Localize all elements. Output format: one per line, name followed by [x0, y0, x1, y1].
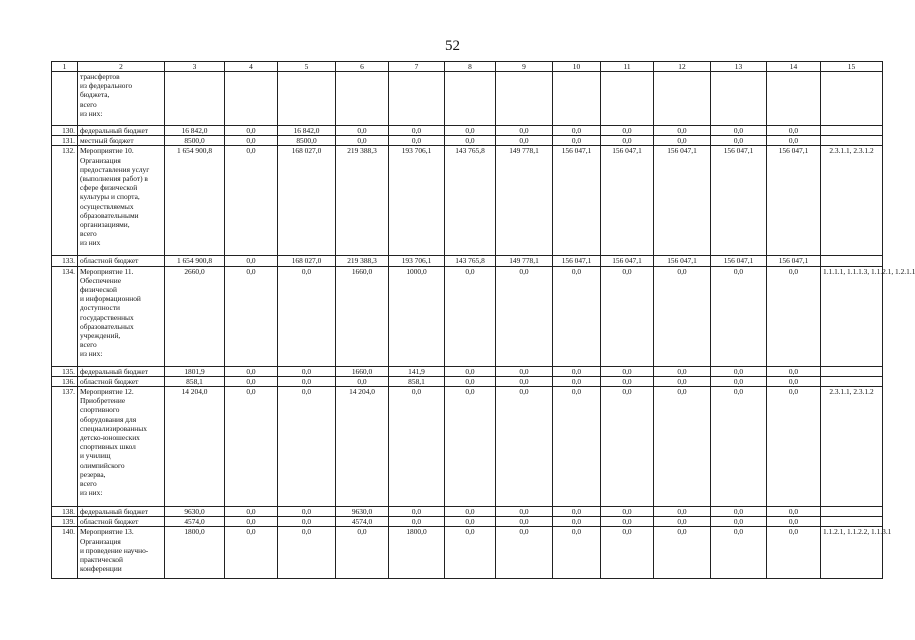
value-cell: 0,0 — [711, 266, 767, 366]
value-cell: 0,0 — [445, 387, 496, 507]
value-cell: 14 204,0 — [165, 387, 225, 507]
table-row — [52, 72, 883, 126]
row-name-line: культуры и спорта, — [80, 192, 140, 202]
table-row — [52, 507, 883, 517]
value-cell: 0,0 — [496, 387, 553, 507]
row-name-line: областной бюджет — [80, 517, 139, 527]
value-cell — [165, 72, 225, 126]
value-cell: 0,0 — [767, 266, 821, 366]
value-cell: 141,9 — [389, 366, 445, 376]
row-name-line: конференции — [80, 564, 122, 574]
value-cell: 0,0 — [601, 517, 654, 527]
value-cell: 0,0 — [654, 527, 711, 579]
value-cell: 858,1 — [389, 376, 445, 386]
value-cell: 0,0 — [601, 126, 654, 136]
value-cell: 0,0 — [225, 146, 278, 256]
value-cell: 0,0 — [553, 387, 601, 507]
value-cell: 0,0 — [445, 366, 496, 376]
row-name-line: всего — [80, 99, 97, 109]
value-cell: 0,0 — [553, 376, 601, 386]
column-header: 4 — [225, 62, 278, 72]
value-cell: 156 047,1 — [601, 146, 654, 256]
value-cell: 0,0 — [654, 387, 711, 507]
value-cell: 1800,0 — [389, 527, 445, 579]
budget-table — [51, 61, 915, 579]
row-name-line: государственных — [80, 312, 134, 322]
value-cell: 143 765,8 — [445, 256, 496, 266]
reference-cell — [821, 126, 883, 136]
value-cell: 0,0 — [711, 126, 767, 136]
value-cell: 0,0 — [225, 366, 278, 376]
value-cell: 156 047,1 — [711, 256, 767, 266]
value-cell: 0,0 — [496, 136, 553, 146]
value-cell: 193 706,1 — [389, 146, 445, 256]
value-cell: 0,0 — [225, 126, 278, 136]
table-row — [52, 366, 883, 376]
row-name-line: образовательных — [80, 321, 134, 331]
row-name — [78, 136, 165, 146]
value-cell: 0,0 — [553, 136, 601, 146]
value-cell: 0,0 — [711, 507, 767, 517]
row-name-line: и проведение научно- — [80, 545, 149, 555]
value-cell: 0,0 — [654, 366, 711, 376]
reference-cell — [821, 72, 883, 126]
value-cell: 0,0 — [767, 126, 821, 136]
row-name-line: образовательными — [80, 210, 139, 220]
value-cell: 0,0 — [553, 527, 601, 579]
value-cell: 0,0 — [553, 507, 601, 517]
value-cell: 0,0 — [225, 527, 278, 579]
value-cell: 1000,0 — [389, 266, 445, 366]
column-header: 11 — [601, 62, 654, 72]
row-number — [52, 72, 78, 126]
reference-cell — [821, 517, 883, 527]
row-name-line: из них: — [80, 108, 103, 118]
table-row — [52, 387, 883, 507]
reference-cell: 1.1.1.1, 1.1.1.3, 1.1.2.1, 1.2.1.1 — [821, 266, 883, 366]
value-cell: 0,0 — [336, 126, 389, 136]
row-name-line: оборудования для — [80, 414, 137, 424]
header-row — [52, 62, 883, 72]
value-cell: 4574,0 — [336, 517, 389, 527]
row-name-line: предоставления услуг — [80, 164, 150, 174]
value-cell: 0,0 — [225, 517, 278, 527]
value-cell: 9630,0 — [165, 507, 225, 517]
value-cell: 0,0 — [601, 136, 654, 146]
value-cell: 156 047,1 — [601, 256, 654, 266]
reference-cell: 1.1.2.1, 1.1.2.2, 1.1.3.1 — [821, 527, 883, 579]
value-cell: 0,0 — [654, 136, 711, 146]
row-name-line: из них: — [80, 488, 103, 498]
value-cell: 0,0 — [654, 126, 711, 136]
column-header: 10 — [553, 62, 601, 72]
row-name-line: областной бюджет — [80, 376, 139, 386]
value-cell: 0,0 — [711, 376, 767, 386]
value-cell: 0,0 — [445, 527, 496, 579]
row-name-line: (выполнения работ) в — [80, 174, 148, 184]
value-cell: 149 778,1 — [496, 146, 553, 256]
value-cell: 9630,0 — [336, 507, 389, 517]
row-name-line: осуществляемых — [80, 201, 134, 211]
value-cell: 0,0 — [767, 376, 821, 386]
value-cell: 16 842,0 — [278, 126, 336, 136]
row-name-line: олимпийского — [80, 460, 125, 470]
value-cell: 0,0 — [711, 527, 767, 579]
row-name-line: Приобретение — [80, 396, 126, 406]
row-name-line: доступности — [80, 303, 121, 313]
row-number: 135. — [52, 366, 78, 376]
table-row — [52, 256, 883, 266]
value-cell — [496, 72, 553, 126]
value-cell: 0,0 — [601, 366, 654, 376]
row-number: 140. — [52, 527, 78, 579]
row-name-line: Мероприятие 11. — [80, 266, 134, 276]
reference-cell — [821, 376, 883, 386]
row-number: 139. — [52, 517, 78, 527]
row-number: 130. — [52, 126, 78, 136]
row-name — [78, 256, 165, 266]
row-name-line: из них: — [80, 349, 103, 359]
value-cell: 1 654 900,8 — [165, 146, 225, 256]
value-cell: 1 654 900,8 — [165, 256, 225, 266]
row-name-line: Мероприятие 13. — [80, 527, 134, 537]
value-cell: 0,0 — [496, 527, 553, 579]
value-cell: 0,0 — [654, 266, 711, 366]
value-cell: 1660,0 — [336, 366, 389, 376]
value-cell: 0,0 — [711, 517, 767, 527]
value-cell — [278, 72, 336, 126]
value-cell: 0,0 — [654, 507, 711, 517]
value-cell: 858,1 — [165, 376, 225, 386]
value-cell: 0,0 — [278, 517, 336, 527]
value-cell: 0,0 — [336, 527, 389, 579]
value-cell: 0,0 — [389, 126, 445, 136]
value-cell: 0,0 — [767, 136, 821, 146]
row-name-line: всего — [80, 229, 97, 239]
column-header: 7 — [389, 62, 445, 72]
value-cell: 0,0 — [711, 387, 767, 507]
reference-cell: 2.3.1.1, 2.3.1.2 — [821, 387, 883, 507]
value-cell: 0,0 — [553, 126, 601, 136]
value-cell: 0,0 — [601, 387, 654, 507]
value-cell: 0,0 — [553, 366, 601, 376]
row-number: 132. — [52, 146, 78, 256]
value-cell: 8500,0 — [165, 136, 225, 146]
table-row — [52, 527, 883, 579]
value-cell: 0,0 — [496, 266, 553, 366]
row-name-line: Мероприятие 10. — [80, 146, 134, 156]
value-cell: 0,0 — [496, 126, 553, 136]
row-name — [78, 517, 165, 527]
value-cell: 156 047,1 — [654, 256, 711, 266]
value-cell: 0,0 — [767, 527, 821, 579]
page-number: 52 — [445, 38, 460, 54]
value-cell: 4574,0 — [165, 517, 225, 527]
row-name-line: практической — [80, 555, 123, 565]
value-cell: 0,0 — [445, 126, 496, 136]
row-name — [78, 507, 165, 517]
value-cell: 2660,0 — [165, 266, 225, 366]
value-cell: 193 706,1 — [389, 256, 445, 266]
value-cell — [225, 72, 278, 126]
value-cell: 0,0 — [767, 517, 821, 527]
value-cell: 0,0 — [225, 256, 278, 266]
value-cell — [601, 72, 654, 126]
row-name — [78, 387, 165, 507]
value-cell: 0,0 — [278, 387, 336, 507]
row-name-line: местный бюджет — [80, 136, 134, 146]
value-cell: 0,0 — [767, 387, 821, 507]
row-name-line: федеральный бюджет — [80, 366, 149, 376]
value-cell: 0,0 — [553, 517, 601, 527]
value-cell: 0,0 — [445, 266, 496, 366]
row-name-line: областной бюджет — [80, 256, 139, 266]
row-name-line: учреждений, — [80, 331, 121, 341]
value-cell: 0,0 — [601, 266, 654, 366]
value-cell: 0,0 — [711, 136, 767, 146]
value-cell: 219 388,3 — [336, 256, 389, 266]
row-number: 134. — [52, 266, 78, 366]
row-name — [78, 146, 165, 256]
value-cell: 0,0 — [496, 517, 553, 527]
column-header: 12 — [654, 62, 711, 72]
value-cell: 1801,9 — [165, 366, 225, 376]
row-name-line: детско-юношеских — [80, 433, 140, 443]
value-cell: 143 765,8 — [445, 146, 496, 256]
value-cell: 0,0 — [336, 136, 389, 146]
value-cell: 0,0 — [389, 387, 445, 507]
value-cell: 0,0 — [767, 507, 821, 517]
value-cell: 0,0 — [278, 376, 336, 386]
row-name-line: сфере физической — [80, 183, 138, 193]
row-number: 137. — [52, 387, 78, 507]
row-name — [78, 266, 165, 366]
row-name-line: спортивных школ — [80, 442, 136, 452]
row-name-line: специализированных — [80, 423, 147, 433]
row-name-line: всего — [80, 340, 97, 350]
table-row — [52, 126, 883, 136]
row-name-line: федеральный бюджет — [80, 507, 149, 517]
row-name-line: бюджета, — [80, 90, 110, 100]
row-name-line: и информационной — [80, 294, 141, 304]
column-header: 3 — [165, 62, 225, 72]
value-cell: 0,0 — [496, 366, 553, 376]
value-cell: 0,0 — [225, 387, 278, 507]
row-number: 133. — [52, 256, 78, 266]
value-cell: 149 778,1 — [496, 256, 553, 266]
value-cell: 156 047,1 — [654, 146, 711, 256]
row-name-line: федеральный бюджет — [80, 126, 149, 135]
value-cell: 0,0 — [445, 376, 496, 386]
column-header: 9 — [496, 62, 553, 72]
value-cell — [445, 72, 496, 126]
value-cell: 0,0 — [445, 517, 496, 527]
value-cell: 156 047,1 — [553, 256, 601, 266]
table-row — [52, 136, 883, 146]
column-header: 1 — [52, 62, 78, 72]
row-name-line: Мероприятие 12. — [80, 387, 134, 397]
value-cell — [553, 72, 601, 126]
value-cell: 0,0 — [445, 136, 496, 146]
column-header: 13 — [711, 62, 767, 72]
row-name-line: резерва, — [80, 469, 106, 479]
value-cell: 0,0 — [496, 376, 553, 386]
value-cell — [711, 72, 767, 126]
value-cell: 0,0 — [389, 136, 445, 146]
value-cell: 0,0 — [601, 507, 654, 517]
row-number: 136. — [52, 376, 78, 386]
value-cell: 0,0 — [553, 266, 601, 366]
value-cell: 0,0 — [336, 376, 389, 386]
value-cell: 0,0 — [225, 136, 278, 146]
table-row — [52, 146, 883, 256]
value-cell: 16 842,0 — [165, 126, 225, 136]
value-cell: 156 047,1 — [767, 146, 821, 256]
value-cell: 0,0 — [654, 376, 711, 386]
value-cell: 0,0 — [601, 527, 654, 579]
value-cell: 156 047,1 — [711, 146, 767, 256]
row-number: 131. — [52, 136, 78, 146]
reference-cell — [821, 507, 883, 517]
reference-cell — [821, 256, 883, 266]
row-name-line: спортивного — [80, 405, 120, 415]
value-cell — [389, 72, 445, 126]
row-number: 138. — [52, 507, 78, 517]
value-cell: 0,0 — [278, 527, 336, 579]
value-cell: 156 047,1 — [553, 146, 601, 256]
row-name-line: и училищ — [80, 451, 111, 461]
value-cell — [767, 72, 821, 126]
row-name — [78, 366, 165, 376]
value-cell: 14 204,0 — [336, 387, 389, 507]
value-cell: 0,0 — [225, 266, 278, 366]
value-cell: 219 388,3 — [336, 146, 389, 256]
value-cell: 168 027,0 — [278, 146, 336, 256]
value-cell: 0,0 — [654, 517, 711, 527]
value-cell: 156 047,1 — [767, 256, 821, 266]
row-name-line: Обеспечение — [80, 275, 121, 285]
table-row — [52, 376, 883, 386]
table-row — [52, 266, 883, 366]
value-cell: 0,0 — [767, 366, 821, 376]
value-cell: 0,0 — [278, 266, 336, 366]
column-header: 6 — [336, 62, 389, 72]
value-cell: 8500,0 — [278, 136, 336, 146]
value-cell: 1660,0 — [336, 266, 389, 366]
reference-cell — [821, 366, 883, 376]
row-name-line: из них — [80, 238, 101, 248]
value-cell: 0,0 — [711, 366, 767, 376]
value-cell — [336, 72, 389, 126]
row-name — [78, 527, 165, 579]
value-cell: 0,0 — [601, 376, 654, 386]
column-header: 2 — [78, 62, 165, 72]
row-name — [78, 376, 165, 386]
row-name-line: из федерального — [80, 81, 133, 91]
value-cell: 0,0 — [496, 507, 553, 517]
column-header: 5 — [278, 62, 336, 72]
row-name-line: Организация — [80, 536, 121, 546]
value-cell: 0,0 — [225, 376, 278, 386]
value-cell: 0,0 — [278, 366, 336, 376]
column-header: 15 — [821, 62, 883, 72]
table-row — [52, 517, 883, 527]
value-cell: 1800,0 — [165, 527, 225, 579]
row-name-line: всего — [80, 479, 97, 489]
value-cell: 0,0 — [278, 507, 336, 517]
value-cell: 168 027,0 — [278, 256, 336, 266]
row-name-line: физической — [80, 285, 117, 295]
row-name-line: организациями, — [80, 220, 130, 230]
value-cell: 0,0 — [389, 517, 445, 527]
row-name — [78, 126, 165, 136]
column-header: 14 — [767, 62, 821, 72]
reference-cell — [821, 136, 883, 146]
value-cell — [654, 72, 711, 126]
column-header: 8 — [445, 62, 496, 72]
row-name-line: Организация — [80, 155, 121, 165]
row-name-line: трансфертов — [80, 72, 120, 81]
value-cell: 0,0 — [445, 507, 496, 517]
value-cell: 0,0 — [225, 507, 278, 517]
row-name — [78, 72, 165, 126]
value-cell: 0,0 — [389, 507, 445, 517]
reference-cell: 2.3.1.1, 2.3.1.2 — [821, 146, 883, 256]
